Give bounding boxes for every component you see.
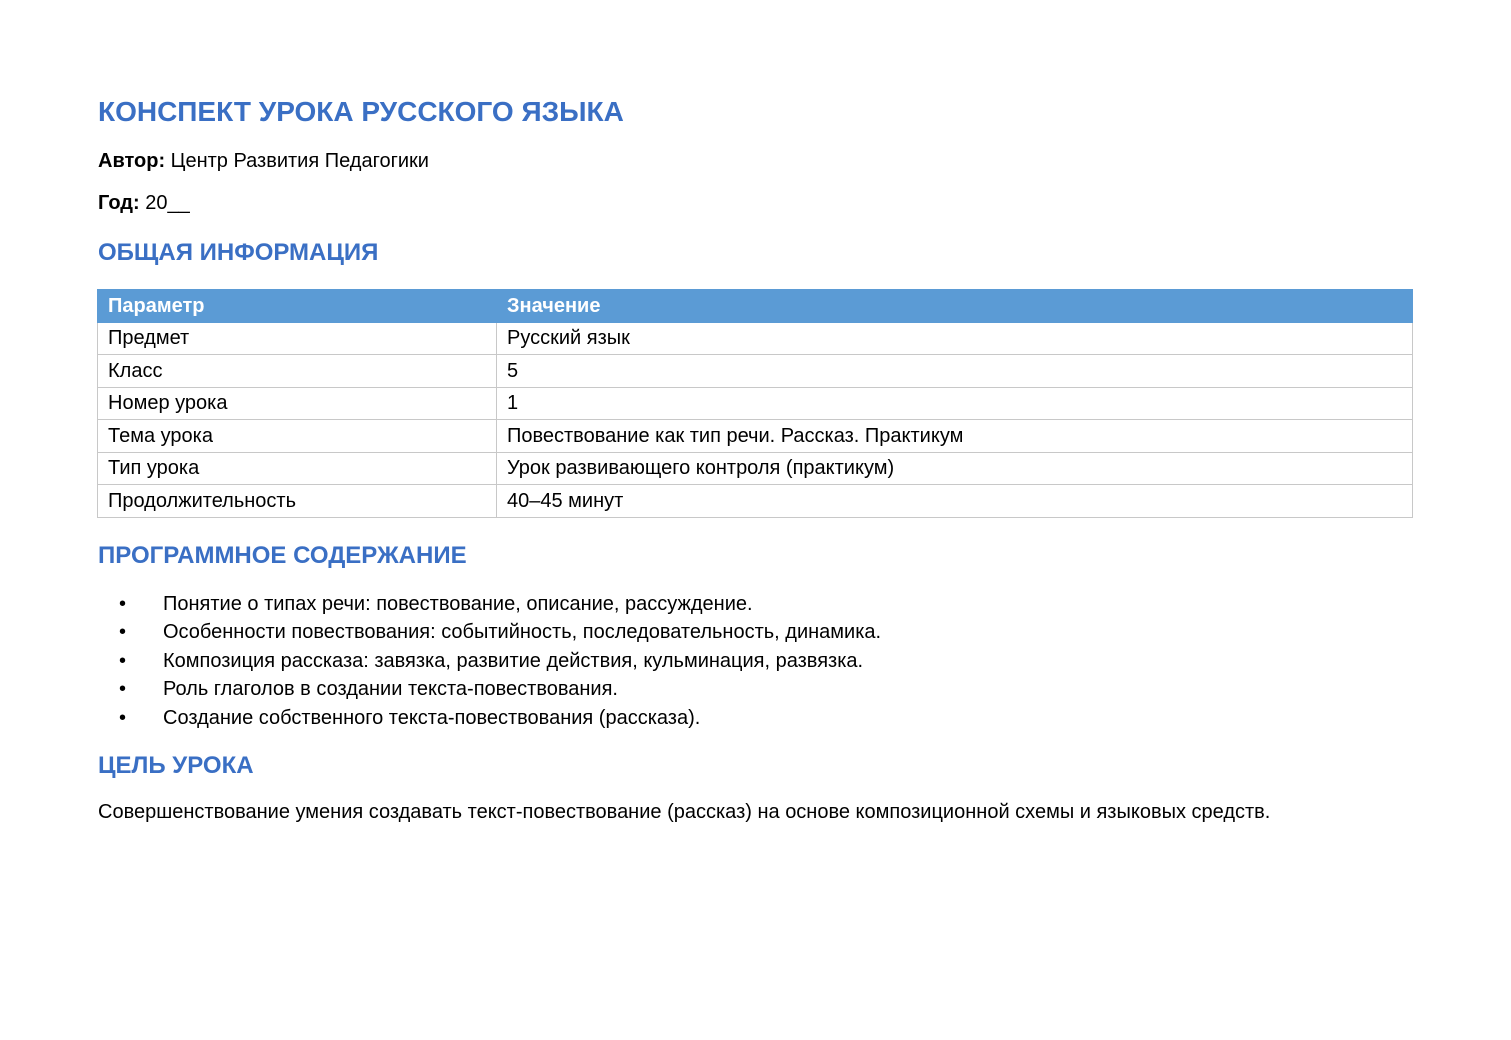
table-cell-parameter: Класс bbox=[98, 355, 497, 388]
author-label: Автор: bbox=[98, 150, 166, 172]
list-item bbox=[98, 618, 1413, 647]
list-item-text: Особенности повествования: событийность, последовательность, динамика. bbox=[163, 621, 882, 643]
table-cell-parameter: Продолжительность bbox=[98, 485, 497, 518]
table-cell-value: Повествование как тип речи. Рассказ. Практикум bbox=[497, 420, 1413, 453]
table-cell-value: Русский язык bbox=[497, 322, 1413, 355]
table-row bbox=[98, 420, 1413, 453]
table-cell-parameter: Предмет bbox=[98, 322, 497, 355]
list-item-text: Создание собственного текста-повествования (рассказа). bbox=[163, 706, 701, 729]
list-item bbox=[98, 704, 1413, 733]
year-label: Год: bbox=[98, 192, 140, 214]
table-cell-value: Урок развивающего контроля (практикум) bbox=[497, 452, 1413, 485]
section-heading-goal: ЦЕЛЬ УРОКА bbox=[98, 752, 254, 779]
year-value: 20__ bbox=[145, 192, 190, 214]
bullet-icon: • bbox=[119, 592, 127, 615]
program-content-list bbox=[98, 590, 1413, 733]
list-item bbox=[98, 590, 1413, 619]
table-header-row bbox=[98, 290, 1413, 323]
list-item-text: Понятие о типах речи: повествование, описание, рассуждение. bbox=[163, 592, 753, 615]
table-cell-value: 1 bbox=[497, 387, 1413, 420]
goal-text: Совершенствование умения создавать текст-повествование (рассказ) на основе композиционной схемы и языковых средств. bbox=[98, 801, 1271, 823]
author-line bbox=[98, 149, 1413, 173]
list-item-text: Роль глаголов в создании текста-повествования. bbox=[163, 678, 618, 700]
table-cell-value: 5 bbox=[497, 355, 1413, 388]
section-heading-general: ОБЩАЯ ИНФОРМАЦИЯ bbox=[98, 239, 379, 266]
table-row bbox=[98, 322, 1413, 355]
list-item-text: Композиция рассказа: завязка, развитие действия, кульминация, развязка. bbox=[163, 649, 864, 672]
list-item bbox=[98, 675, 1413, 704]
bullet-icon: • bbox=[119, 678, 127, 700]
table-cell-parameter: Тема урока bbox=[98, 420, 497, 453]
bullet-icon: • bbox=[119, 649, 127, 672]
table-cell-value: 40–45 минут bbox=[497, 485, 1413, 518]
table-header-parameter: Параметр bbox=[98, 290, 497, 323]
table-row bbox=[98, 485, 1413, 518]
table-cell-parameter: Номер урока bbox=[98, 387, 497, 420]
list-item bbox=[98, 647, 1413, 676]
year-line bbox=[98, 191, 1413, 215]
bullet-icon: • bbox=[119, 706, 127, 729]
table-cell-parameter: Тип урока bbox=[98, 452, 497, 485]
table-header-value: Значение bbox=[497, 290, 1413, 323]
bullet-icon: • bbox=[119, 621, 127, 643]
general-info-table bbox=[97, 289, 1413, 518]
table-row bbox=[98, 355, 1413, 388]
document-title: КОНСПЕКТ УРОКА РУССКОГО ЯЗЫКА bbox=[98, 96, 624, 127]
table-row bbox=[98, 387, 1413, 420]
section-heading-program: ПРОГРАММНОЕ СОДЕРЖАНИЕ bbox=[98, 541, 467, 569]
document-page bbox=[98, 92, 1413, 824]
table-row bbox=[98, 452, 1413, 485]
author-value: Центр Развития Педагогики bbox=[170, 150, 429, 172]
